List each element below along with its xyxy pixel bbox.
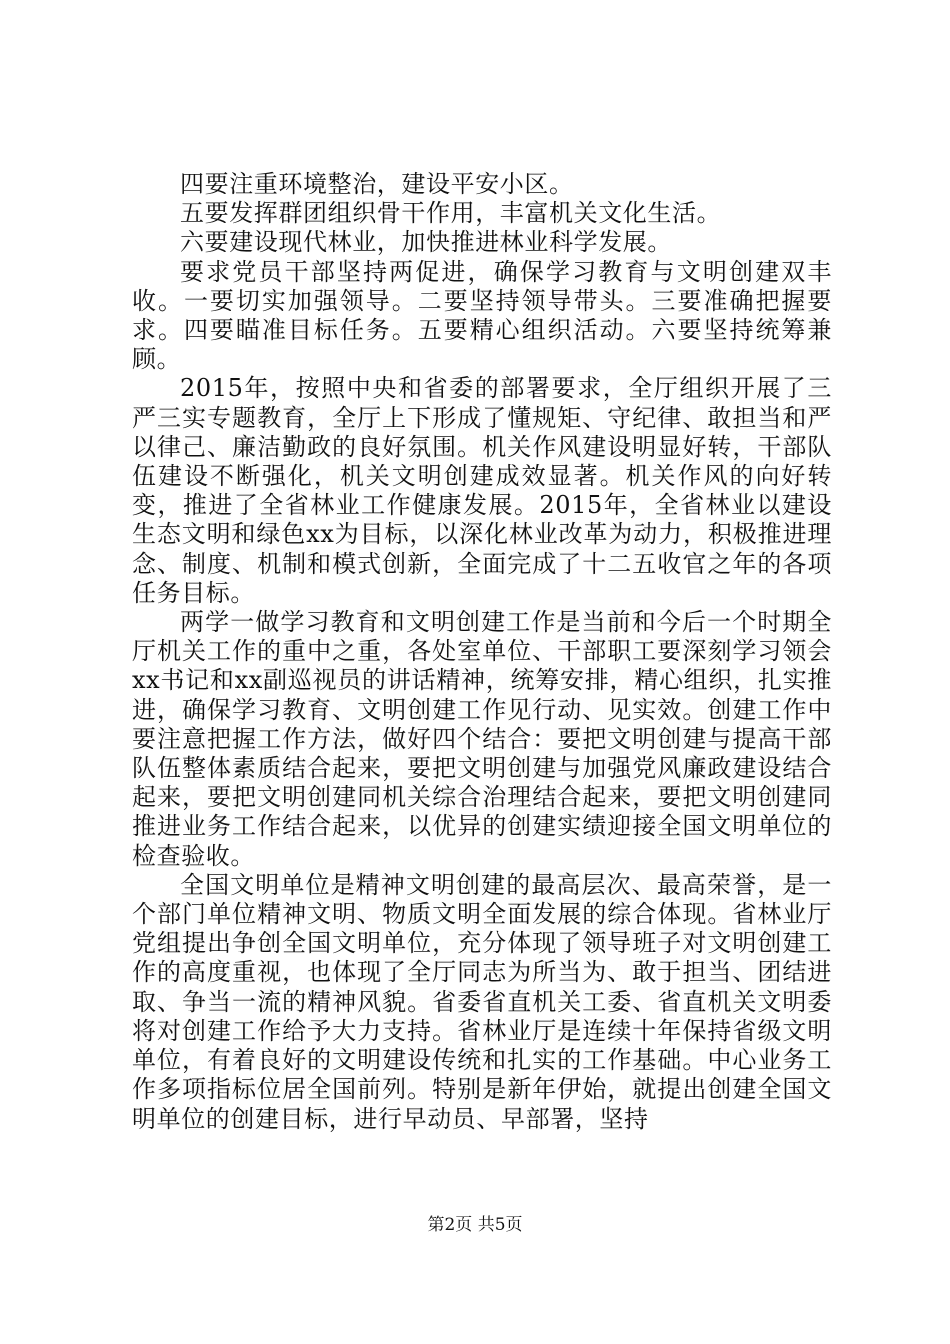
paragraph-7: 全国文明单位是精神文明创建的最高层次、最高荣誉，是一个部门单位精神文明、物质文明全面发展的综合体现。省林业厅党组提出争创全国文明单位，充分体现了领导班子对文明创建工作的高度重视，也体现了全厅同志为所当为、敢于担当、团结进取、争当一流的精神风貌。省委省直机关工委、省直机关文明委将对创建工作给予大力支持。省林业厅是连续十年保持省级文明单位，有着良好的文明建设传统和扎实的工作基础。中心业务工作多项指标位居全国前列。特别是新年伊始，就提出创建全国文明单位的创建目标，进行早动员、早部署，坚持 xyxy=(132,870,832,1133)
paragraph-3: 六要建设现代林业，加快推进林业科学发展。 xyxy=(180,228,672,257)
paragraph-6: 两学一做学习教育和文明创建工作是当前和今后一个时期全厅机关工作的重中之重，各处室单位、干部职工要深刻学习领会xx书记和xx副巡视员的讲话精神，统筹安排，精心组织，扎实推进，确保学习教育、文明创建工作见行动、见实效。创建工作中要注意把握工作方法，做好四个结合：要把文明创建与提高干部队伍整体素质结合起来，要把文明创建与加强党风廉政建设结合起来，要把文明创建同机关综合治理结合起来，要把文明创建同推进业务工作结合起来，以优异的创建实绩迎接全国文明单位的检查验收。 xyxy=(132,608,832,870)
paragraph-5: 2015年，按照中央和省委的部署要求，全厅组织开展了三严三实专题教育，全厅上下形成了懂规矩、守纪律、敢担当和严以律己、廉洁勤政的良好氛围。机关作风建设明显好转，干部队伍建设不断强化，机关文明创建成效显著。机关作风的向好转变，推进了全省林业工作健康发展。2015年，全省林业以建设生态文明和绿色xx为目标，以深化林业改革为动力，积极推进理念、制度、机制和模式创新，全面完成了十二五收官之年的各项任务目标。 xyxy=(132,374,832,607)
page-number-label: 第2页 共5页 xyxy=(427,1215,523,1235)
paragraph-2: 五要发挥群团组织骨干作用，丰富机关文化生活。 xyxy=(180,199,722,228)
document-body xyxy=(132,170,832,1134)
paragraph-1: 四要注重环境整治，建设平安小区。 xyxy=(180,170,574,198)
paragraph-4: 要求党员干部坚持两促进，确保学习教育与文明创建双丰收。一要切实加强领导。二要坚持领导带头。三要准确把握要求。四要瞄准目标任务。五要精心组织活动。六要坚持统筹兼顾。 xyxy=(132,257,832,374)
page-footer xyxy=(0,1214,950,1236)
